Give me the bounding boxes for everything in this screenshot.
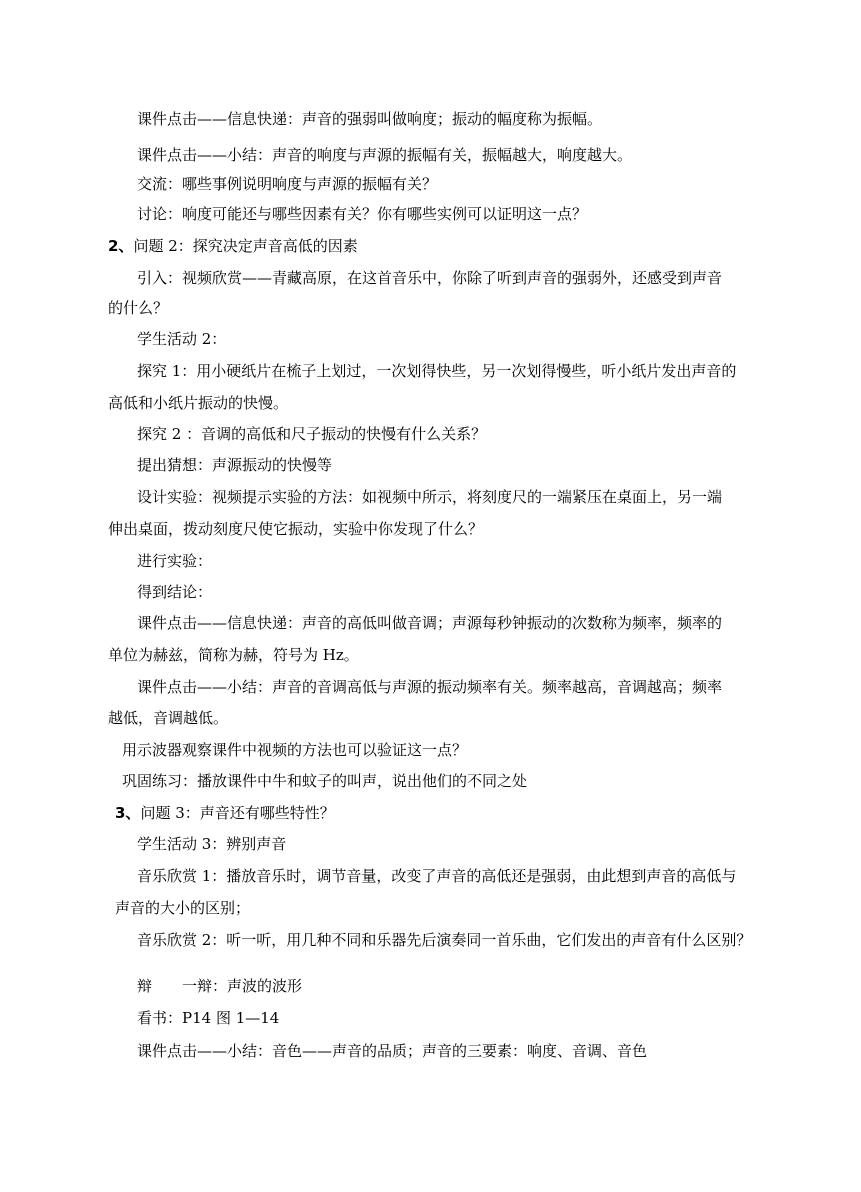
paragraph-oscilloscope: 用示波器观察课件中视频的方法也可以验证这一点？ xyxy=(122,741,468,759)
paragraph-music1-line2: 声音的大小的区别； xyxy=(115,899,251,917)
paragraph-student-activity-3: 学生活动 3：辨别声音 xyxy=(137,835,287,853)
paragraph-summary-pitch-line1: 课件点击——小结：声音的音调高低与声源的振动频率有关。频率越高，音调越高；频率 xyxy=(137,678,723,696)
paragraph-discussion: 讨论：响度可能还与哪些因素有关？你有哪些实例可以证明这一点？ xyxy=(137,205,588,223)
paragraph-design-line1: 设计实验：视频提示实验的方法：如视频中所示，将刻度尺的一端紧压在桌面上，另一端 xyxy=(137,488,723,506)
heading-number: 2、 xyxy=(108,237,134,255)
paragraph-info-pitch-line1: 课件点击——信息快递：声音的高低叫做音调；声源每秒钟振动的次数称为频率，频率的 xyxy=(137,614,723,632)
heading-question-3 xyxy=(115,803,335,823)
paragraph-conclusion: 得到结论： xyxy=(137,583,213,601)
paragraph-student-activity-2: 学生活动 2： xyxy=(137,330,227,348)
paragraph-summary-pitch-line2: 越低，音调越低。 xyxy=(108,709,229,727)
paragraph-hypothesis: 提出猜想：声源振动的快慢等 xyxy=(137,456,333,474)
paragraph-design-line2: 伸出桌面，拨动刻度尺使它振动，实验中你发现了什么？ xyxy=(108,520,484,538)
paragraph-info-pitch-line2: 单位为赫兹，简称为赫，符号为 Hz。 xyxy=(108,646,359,664)
paragraph-exchange: 交流：哪些事例说明响度与声源的振幅有关？ xyxy=(137,175,438,193)
paragraph-music1-line1: 音乐欣赏 1：播放音乐时，调节音量，改变了声音的高低还是强弱，由此想到声音的高低与 xyxy=(137,867,737,885)
paragraph-intro-line2: 的什么？ xyxy=(108,299,169,317)
paragraph-waveform: 辩 一辩：声波的波形 xyxy=(137,977,303,995)
heading-number: 3、 xyxy=(115,804,141,822)
paragraph-music2: 音乐欣赏 2：听一听，用几种不同和乐器先后演奏同一首乐曲，它们发出的声音有什么区别？ xyxy=(137,931,752,949)
paragraph-practice: 巩固练习：播放课件中牛和蚊子的叫声，说出他们的不同之处 xyxy=(122,772,528,790)
paragraph-summary-loudness: 课件点击——小结：声音的响度与声源的振幅有关，振幅越大，响度越大。 xyxy=(137,146,633,164)
paragraph-textbook: 看书：P14 图 1—14 xyxy=(137,1009,280,1027)
paragraph-explore1-line1: 探究 1：用小硬纸片在梳子上划过，一次划得快些，另一次划得慢些，听小纸片发出声音的 xyxy=(137,362,737,380)
paragraph-summary-timbre: 课件点击——小结：音色——声音的品质；声音的三要素：响度、音调、音色 xyxy=(137,1042,648,1060)
paragraph-explore2: 探究 2 ：音调的高低和尺子振动的快慢有什么关系？ xyxy=(137,425,487,443)
paragraph-experiment: 进行实验： xyxy=(137,552,213,570)
heading-question-2 xyxy=(108,236,358,256)
paragraph-info-loudness: 课件点击——信息快递：声音的强弱叫做响度；振动的幅度称为振幅。 xyxy=(137,110,603,128)
heading-text: 问题 3：声音还有哪些特性？ xyxy=(140,804,335,822)
paragraph-explore1-line2: 高低和小纸片振动的快慢。 xyxy=(108,394,289,412)
paragraph-intro-line1: 引入：视频欣赏——青藏高原，在这首音乐中，你除了听到声音的强弱外，还感受到声音 xyxy=(137,269,723,287)
heading-text: 问题 2：探究决定声音高低的因素 xyxy=(133,237,358,255)
